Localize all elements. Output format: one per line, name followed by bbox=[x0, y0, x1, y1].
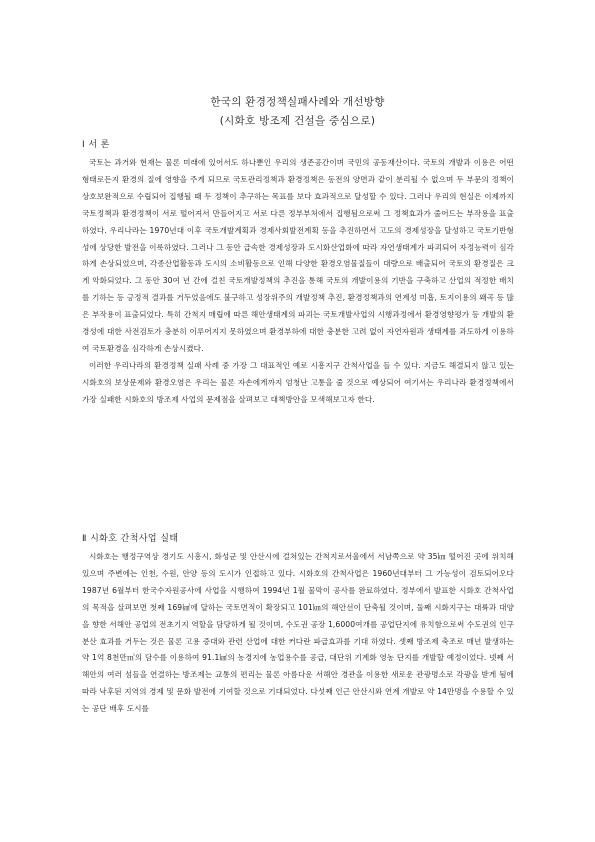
section-heading-sihwa-reclamation: Ⅱ 시화호 간척사업 실태 bbox=[82, 534, 179, 544]
paragraph: 국토는 과거와 현재는 물론 미래에 있어서도 하나뿐인 우리의 생존공간이며 국민의 공동재산이다. 국토의 개발과 이용은 어떤 형태로든지 환경의 질에 영향을 주게 되므로 국토관리정책과 환경정책은 동전의 양면과 같이 분리될 수 없으며 두 부문의 정책이 상호보완적으로 수립되어 집행될 때 두 정책이 추구하는 목표를 보다 효과적으로 달성할 수 있다. 그러나 우리의 현실은 이제까지 국토정책과 환경정책이 서로 떨어져서 만들어지고 서로 다른 정부부처에서 집행됨으로써 그 정책효과가 줄어드는 부작용을 표출하였다. 우리나라는 1970년대 이후 국토개발계획과 경제사회발전계획 등을 추진하면서 고도의 경제성장을 달성하고 국토기반형성에 상당한 발전을 이룩하였다. 그러나 그 동안 급속한 경제성장과 도시화산업화에 따라 자연생태계가 파괴되어 자정능력이 심각하게 손상되었으며, 각종산업활동과 도시의 소비활동으로 인해 다양한 환경오염물질들이 대량으로 배출되어 국토의 환경질은 크게 악화되었다. 그 동안 30여 년 간에 걸친 국토개발정책의 추진을 통해 국토의 개발이용의 기반을 구축하고 산업의 적정한 배치를 기하는 등 긍정적 결과를 거두었음에도 불구하고 성장위주의 개발정책 추진, 환경정책과의 연계성 미흡, 토지이용의 왜곡 등 많은 부작용이 표출되었다. 특히 간척지 매립에 따른 해안생태계의 파괴는 국토개발사업의 시행과정에서 환경영향평가 등 개발의 환경성에 대한 사전검토가 충분히 이루어지지 못하였으며 환경부하에 대한 충분한 고려 없이 자연자원과 생태계를 과도하게 이용하여 국토환경을 심각하게 손상시켰다. bbox=[82, 158, 514, 353]
section-body-sihwa-reclamation bbox=[82, 549, 514, 718]
section-body-introduction bbox=[82, 155, 514, 409]
section-heading-introduction: Ⅰ 서 론 bbox=[82, 140, 110, 150]
document-title: 한국의 환경정책실패사례와 개선방향 bbox=[210, 96, 385, 108]
document-subtitle: (시화호 방조제 건설을 중심으로) bbox=[219, 115, 376, 127]
title-block bbox=[0, 93, 595, 131]
paragraph: 시화호는 행정구역상 경기도 시흥시, 화성군 및 안산시에 걸쳐있는 간척지로서울에서 서남쪽으로 약 35㎞ 떨어진 곳에 위치해 있으며 주변에는 인천, 수원, 안양 등의 도시가 인접하고 있다. 시화호의 간척사업은 1960년대부터 그 가능성이 검토되어오다 1987년 6월부터 한국수자원공사에 사업을 시행하여 1994년 1월 물막이 공사를 완료하였다. 정부에서 발표한 시화호 간척사업의 목적을 살펴보면 첫째 169㎢에 달하는 국토면적이 확장되고 101㎞의 해안선이 단축될 것이며, 둘째 시화지구는 대륙과 대양을 향한 서해안 공업의 전초기지 역할을 담당하게 될 것이며, 수도권 공장 1,6000여개를 공업단지에 유치함으로써 수도권의 인구분산 효과를 거두는 것은 물론 고용 증대와 관련 산업에 대한 커다란 파급효과를 기대 하였다. 셋째 방조제 축조로 매년 발생하는 약 1억 8천만㎥의 담수를 이용하여 91.1㎢의 농경지에 농업용수를 공급, 대단위 기계화 영농 단지를 개발할 예정이었다. 넷째 서해안의 여러 섬들을 연결하는 방조제는 교통의 편리는 물론 아름다운 서해안 경관을 이용한 새로운 관광명소로 각광을 받게 됨에 따라 낙후된 지역의 경제 및 문화 발전에 기여할 것으로 기대되었다. 다섯째 인근 안산시와 연계 개발로 약 14만명을 수용할 수 있는 공단 배후 도시를 bbox=[82, 552, 514, 714]
paragraph: 이러한 우리나라의 환경정책 실패 사례 중 가장 그 대표적인 예로 시흥지구 간척사업을 들 수 있다. 지금도 해결되지 않고 있는 시화호의 보상문제와 환경오염은 우리는 물론 자손에게까지 엄청난 고통을 줄 것으로 예상되어 여기서는 우리나라 환경정책에서 가장 실패한 시화호의 방조제 사업의 문제점을 살펴보고 대책방안을 모색해보고자 한다. bbox=[82, 360, 514, 404]
